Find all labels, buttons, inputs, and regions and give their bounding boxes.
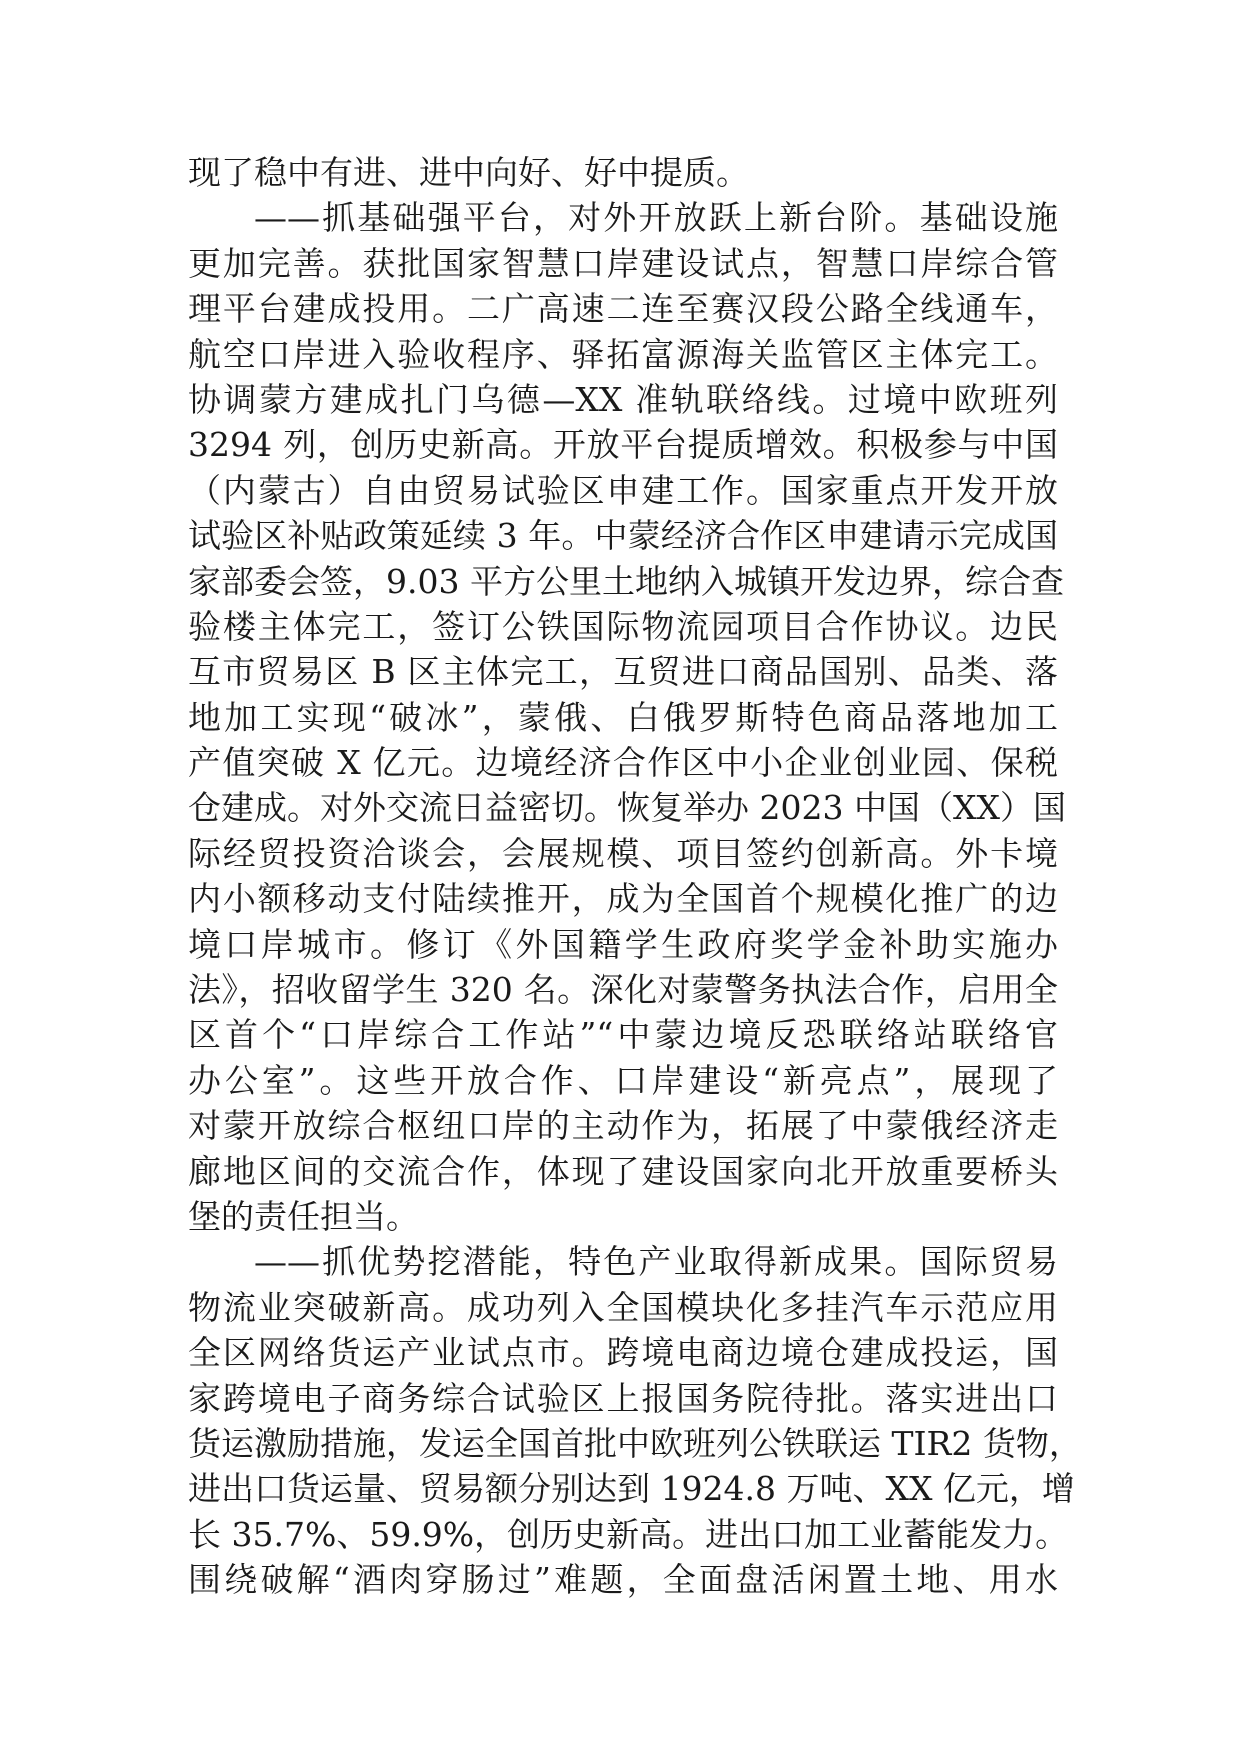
text-line: 现了稳中有进、进中向好、好中提质。 — [188, 153, 749, 192]
text-line: 货运激励措施，发运全国首批中欧班列公铁联运 TIR2 货物， — [188, 1423, 1082, 1463]
text-line: 全区网络货运产业试点市。跨境电商边境仓建成投运，国 — [188, 1333, 1058, 1373]
text-line: 际经贸投资洽谈会，会展规模、项目签约创新高。外卡境 — [188, 833, 1058, 873]
text-line: 验楼主体完工，签订公铁国际物流园项目合作协议。边民 — [188, 606, 1058, 646]
text-line: 围绕破解“酒肉穿肠过”难题，全面盘活闲置土地、用水 — [188, 1560, 1058, 1600]
text-line: 航空口岸进入验收程序、驿拓富源海关监管区主体完工。 — [188, 334, 1058, 374]
text-line: 对蒙开放综合枢纽口岸的主动作为，拓展了中蒙俄经济走 — [188, 1106, 1058, 1146]
text-line: 产值突破 X 亿元。边境经济合作区中小企业创业园、保税 — [188, 743, 1058, 783]
text-line: ——抓基础强平台，对外开放跃上新台阶。基础设施 — [254, 198, 1058, 238]
document-page — [188, 150, 1082, 1603]
text-line: 更加完善。获批国家智慧口岸建设试点，智慧口岸综合管 — [188, 243, 1058, 283]
text-line: 理平台建成投用。二广高速二连至赛汉段公路全线通车， — [188, 289, 1058, 329]
text-line: 3294 列，创历史新高。开放平台提质增效。积极参与中国 — [188, 425, 1058, 465]
paragraph-3 — [188, 1239, 1082, 1602]
paragraph-1 — [188, 150, 1058, 195]
text-line: 长 35.7%、59.9%，创历史新高。进出口加工业蓄能发力。 — [188, 1514, 1069, 1554]
text-line: 堡的责任担当。 — [188, 1196, 419, 1236]
text-line: 仓建成。对外交流日益密切。恢复举办 2023 中国（XX）国 — [188, 788, 1066, 828]
text-line: 内小额移动支付陆续推开，成为全国首个规模化推广的边 — [188, 879, 1058, 919]
text-line: （内蒙古）自由贸易试验区申建工作。国家重点开发开放 — [188, 470, 1058, 510]
text-line: 境口岸城市。修订《外国籍学生政府奖学金补助实施办 — [188, 924, 1058, 964]
text-line: 试验区补贴政策延续 3 年。中蒙经济合作区申建请示完成国 — [188, 516, 1058, 556]
text-line: 协调蒙方建成扎门乌德—XX 准轨联络线。过境中欧班列 — [188, 379, 1058, 419]
text-line: 进出口货运量、贸易额分别达到 1924.8 万吨、XX 亿元，增 — [188, 1469, 1075, 1509]
paragraph-2 — [188, 195, 1066, 1239]
text-line: 地加工实现“破冰”，蒙俄、白俄罗斯特色商品落地加工 — [188, 697, 1058, 737]
text-line: 法》，招收留学生 320 名。深化对蒙警务执法合作，启用全 — [188, 970, 1058, 1010]
text-line: 区首个“口岸综合工作站”“中蒙边境反恐联络站联络官 — [188, 1015, 1058, 1055]
text-line: 廊地区间的交流合作，体现了建设国家向北开放重要桥头 — [188, 1151, 1058, 1191]
text-line: ——抓优势挖潜能，特色产业取得新成果。国际贸易 — [254, 1242, 1058, 1282]
text-line: 办公室”。这些开放合作、口岸建设“新亮点”，展现了 — [188, 1060, 1058, 1100]
text-line: 家部委会签，9.03 平方公里土地纳入城镇开发边界，综合查 — [188, 561, 1064, 601]
text-line: 物流业突破新高。成功列入全国模块化多挂汽车示范应用 — [188, 1287, 1058, 1327]
text-line: 互市贸易区 B 区主体完工，互贸进口商品国别、品类、落 — [188, 652, 1058, 692]
text-line: 家跨境电子商务综合试验区上报国务院待批。落实进出口 — [188, 1378, 1058, 1418]
